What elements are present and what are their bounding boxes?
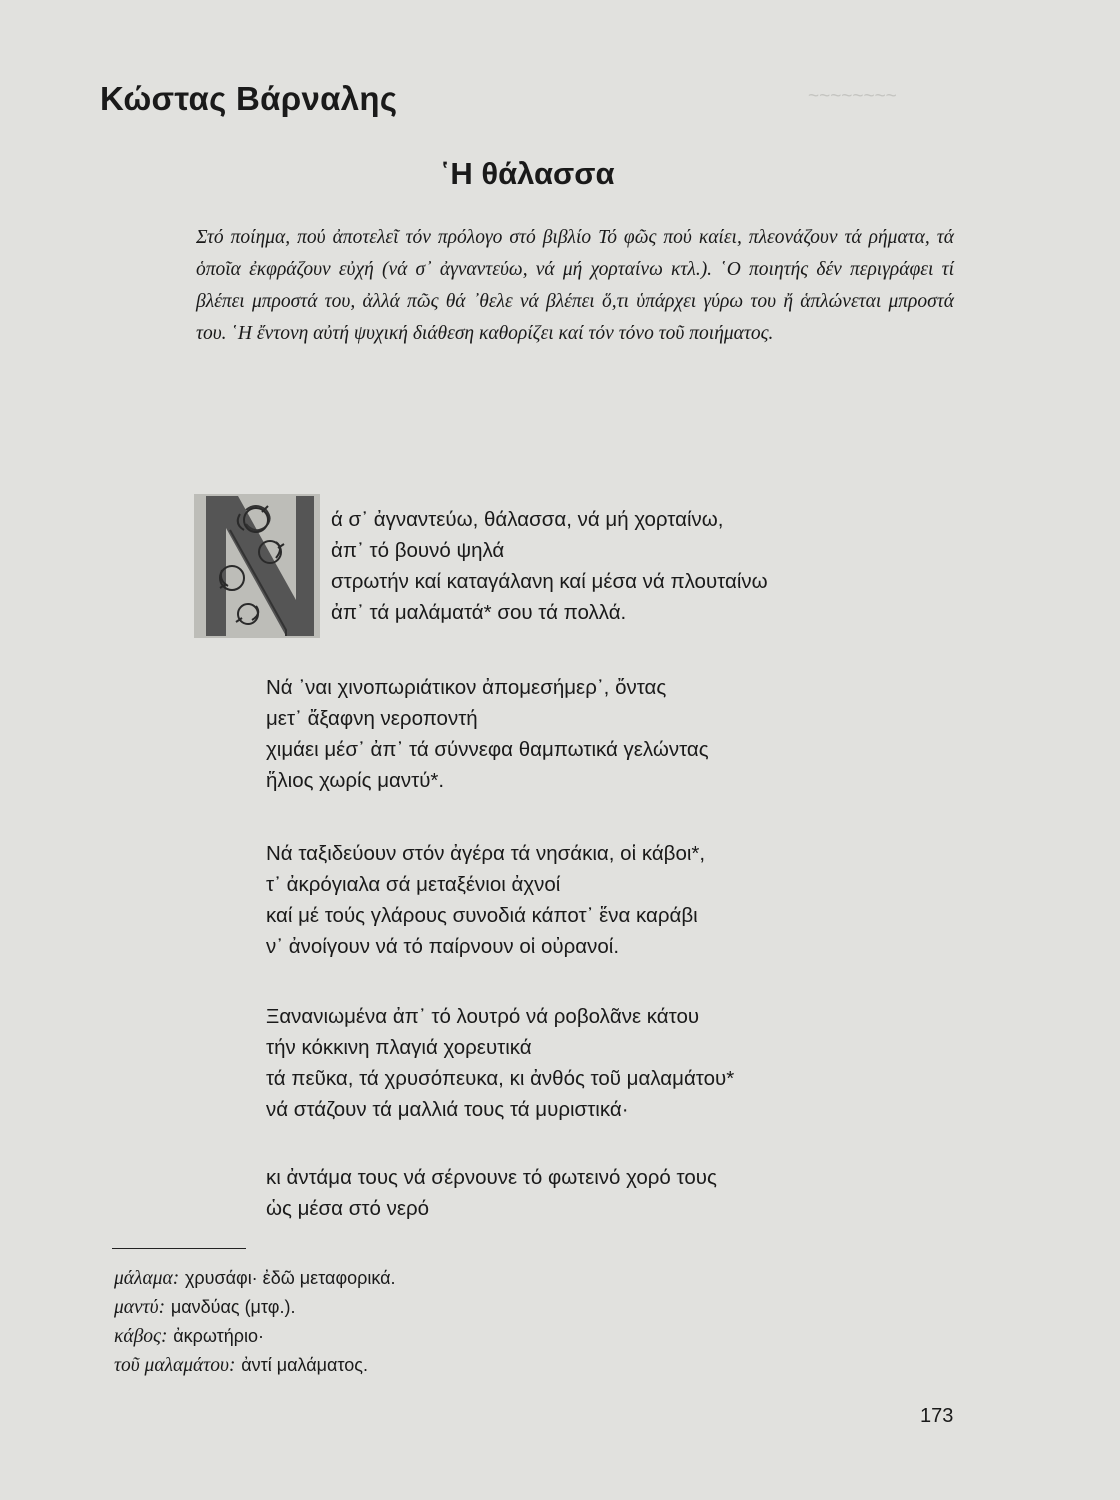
bleed-through-text: ~~~~~~~~ — [808, 86, 897, 107]
verse-line: κι ἀντάμα τους νά σέρνουνε τό φωτεινό χορό τους — [266, 1166, 717, 1189]
verse-line: Νά ταξιδεύουν στόν ἀγέρα τά νησάκια, οἱ κάβοι*, — [266, 842, 706, 865]
footnote-term: μάλαμα: — [114, 1268, 180, 1289]
footnotes — [114, 1264, 396, 1380]
verse-line: Ξανανιωμένα ἀπ᾽ τό λουτρό νά ροβολᾶνε κάτου — [266, 1005, 700, 1028]
ornamental-initial-N-icon — [186, 490, 326, 642]
footnote-term: κάβος: — [114, 1326, 168, 1347]
poem-title: ῾Η θάλασσα — [440, 156, 615, 191]
stanza-3 — [266, 838, 705, 962]
footnote-definition: χρυσάφι· ἐδῶ μεταφορικά. — [184, 1268, 396, 1288]
verse-line: ἀπ᾽ τό βουνό ψηλά — [331, 539, 505, 562]
author-name: Κώστας Βάρναλης — [100, 80, 398, 117]
verse-line: ν᾽ ἀνοίγουν νά τό παίρνουν οἱ οὐρανοί. — [266, 935, 620, 958]
footnote — [114, 1264, 396, 1293]
stanza-4 — [266, 1001, 734, 1125]
footnote-definition: μανδύας (μτφ.). — [170, 1297, 296, 1317]
page-number: 173 — [920, 1405, 954, 1427]
stanza-2 — [266, 672, 709, 796]
verse-line: τά πεῦκα, τά χρυσόπευκα, κι ἀνθός τοῦ μαλαμάτου* — [266, 1067, 735, 1090]
verse-line: χιμάει μέσ᾽ ἀπ᾽ τά σύννεφα θαμπωτικά γελώντας — [266, 738, 709, 761]
verse-line: νά στάζουν τά μαλλιά τους τά μυριστικά· — [266, 1098, 629, 1121]
verse-line: ἀπ᾽ τά μαλάματά* σου τά πολλά. — [331, 601, 627, 624]
verse-line: καί μέ τούς γλάρους συνοδιά κάποτ᾽ ἕνα καράβι — [266, 904, 698, 927]
verse-line: στρωτήν καί καταγάλανη καί μέσα νά πλουταίνω — [331, 570, 768, 593]
stanza-5 — [266, 1162, 717, 1224]
verse-line: τ᾽ ἀκρόγιαλα σά μεταξένιοι ἀχνοί — [266, 873, 561, 896]
verse-line: ἥλιος χωρίς μαντύ*. — [266, 769, 445, 792]
footnote-divider — [112, 1248, 246, 1249]
footnote-definition: ἀκρωτήριο· — [173, 1326, 265, 1346]
intro-paragraph: Στό ποίημα, πού ἀποτελεῖ τόν πρόλογο στό βιβλίο Τό φῶς πού καίει, πλεονάζουν τά ρήματα, τά ὁποῖα ἐκφράζουν εὐχή (νά σ᾽ ἀγναντεύω, νά μή χορταίνω κτλ.). ῾Ο ποιητής δέν περιγράφει τί βλέπει μπροστά του, ἀλλά πῶς θά ᾽θελε νά βλέπει ὅ,τι ὑπάρχει γύρω του ἤ ἁπλώνεται μπροστά του. ῾Η ἔντονη αὐτή ψυχική διάθεση καθορίζει καί τόν τόνο τοῦ ποιήματος. — [196, 227, 954, 344]
footnote — [114, 1322, 396, 1351]
verse-line: ὡς μέσα στό νερό — [266, 1197, 430, 1220]
verse-line: τήν κόκκινη πλαγιά χορευτικά — [266, 1036, 532, 1059]
verse-line: Νά ᾽ναι χινοπωριάτικον ἀπομεσήμερ᾽, ὄντας — [266, 676, 667, 699]
footnote-definition: ἀντί μαλάματος. — [241, 1355, 368, 1375]
stanza-1 — [331, 504, 768, 628]
footnote — [114, 1293, 396, 1322]
footnote — [114, 1351, 396, 1380]
verse-line: μετ᾽ ἄξαφνη νεροποντή — [266, 707, 478, 730]
footnote-term: μαντύ: — [114, 1297, 166, 1318]
footnote-term: τοῦ μαλαμάτου: — [114, 1355, 236, 1376]
verse-line: ά σ᾽ ἀγναντεύω, θάλασσα, νά μή χορταίνω, — [331, 508, 724, 531]
